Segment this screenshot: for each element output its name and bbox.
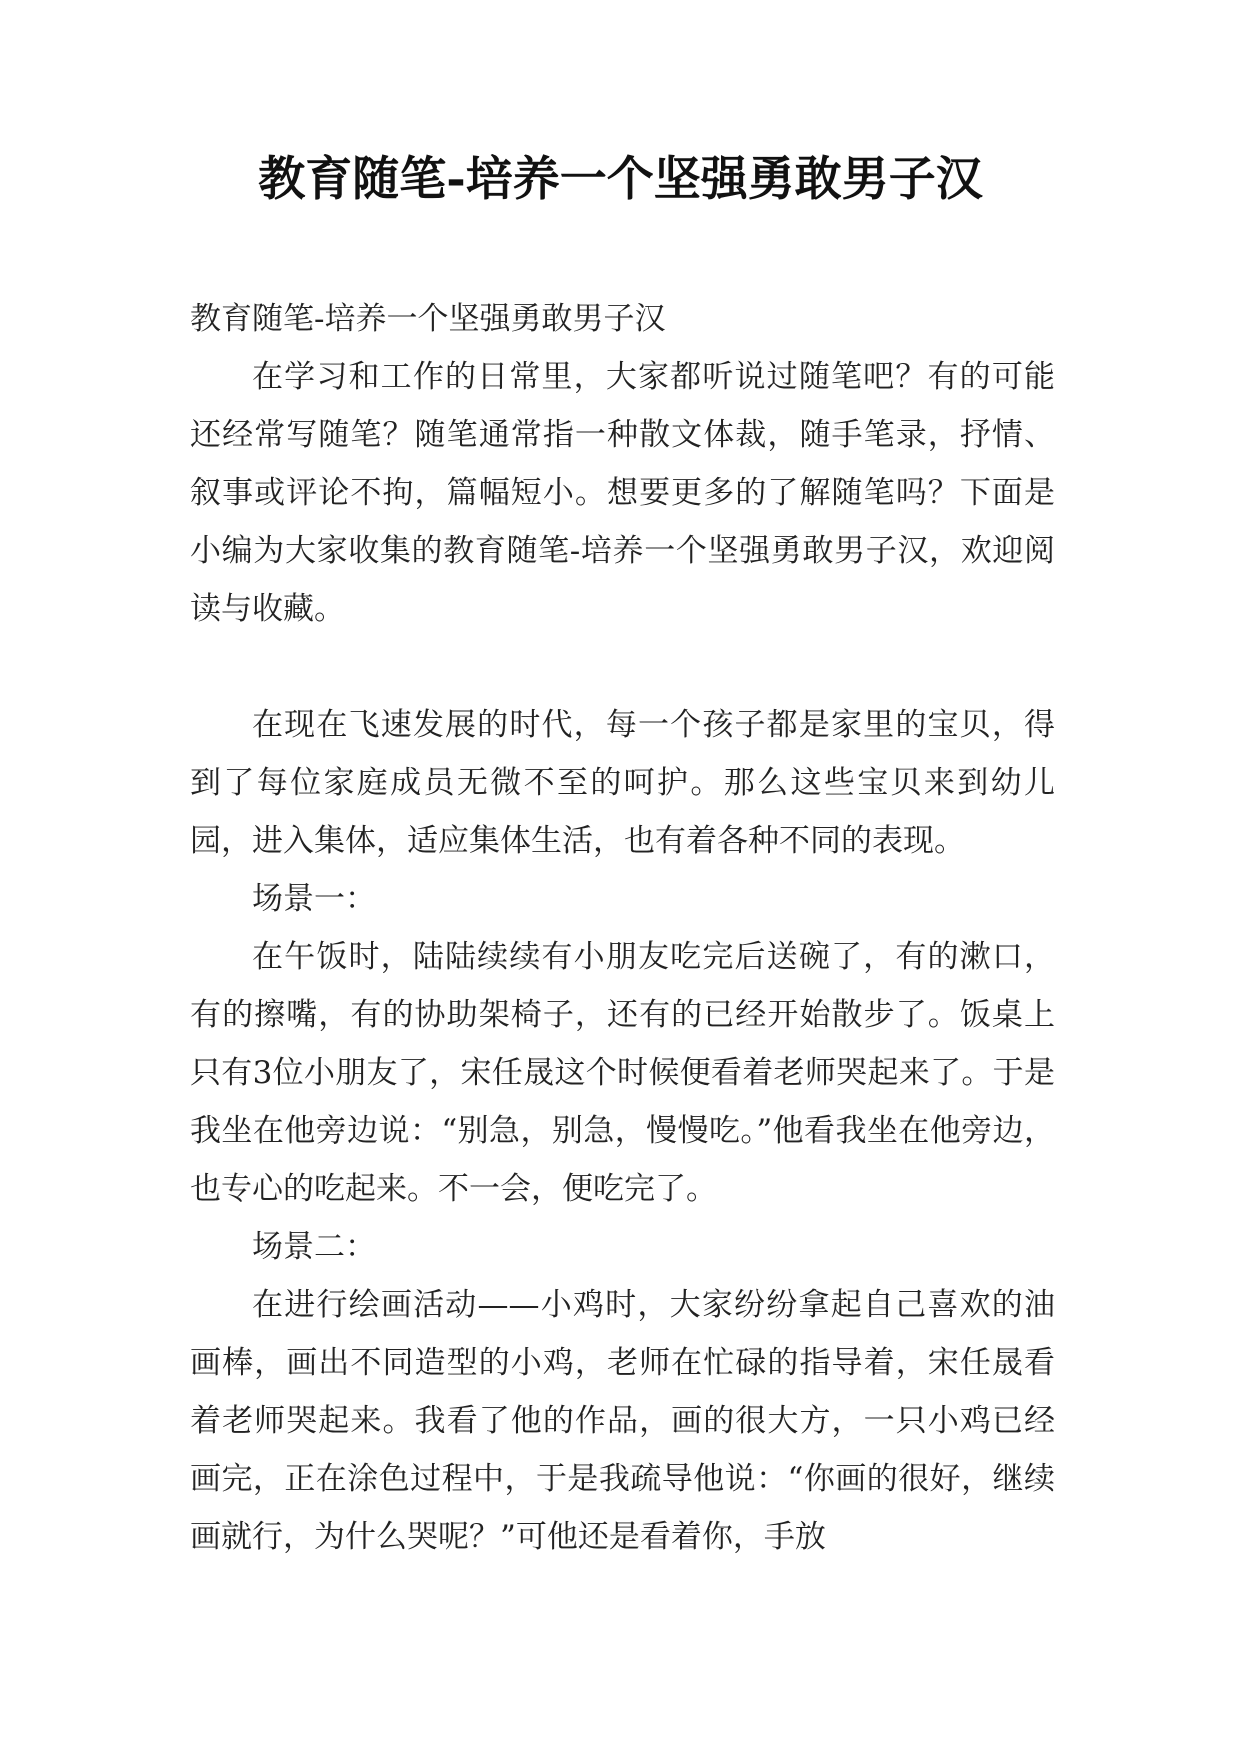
- intro-paragraph: 在学习和工作的日常里，大家都听说过随笔吧？有的可能还经常写随笔？随笔通常指一种散文体裁，随手笔录，抒情、叙事或评论不拘，篇幅短小。想要更多的了解随笔吗？下面是小编为大家收集的教育随笔-培养一个坚强勇敢男子汉，欢迎阅读与收藏。: [190, 359, 1055, 627]
- scene-2-label: 场景二：: [252, 1229, 376, 1265]
- paragraph-1: 在现在飞速发展的时代，每一个孩子都是家里的宝贝，得到了每位家庭成员无微不至的呵护。那么这些宝贝来到幼儿园，进入集体，适应集体生活，也有着各种不同的表现。: [190, 707, 1055, 859]
- document-title: 教育随笔-培养一个坚强勇敢男子汉: [258, 152, 983, 207]
- document-body: [190, 290, 1055, 1566]
- scene-1-label: 场景一：: [252, 881, 376, 917]
- scene-2-paragraph: 在进行绘画活动——小鸡时，大家纷纷拿起自己喜欢的油画棒，画出不同造型的小鸡，老师在忙碌的指导着，宋任晟看着老师哭起来。我看了他的作品，画的很大方，一只小鸡已经画完，正在涂色过程中，于是我疏导他说：“你画的很好，继续画就行，为什么哭呢？”可他还是看着你，手放: [190, 1287, 1055, 1555]
- document-subtitle: 教育随笔-培养一个坚强勇敢男子汉: [190, 301, 666, 337]
- scene-1-paragraph: 在午饭时，陆陆续续有小朋友吃完后送碗了，有的漱口，有的擦嘴，有的协助架椅子，还有的已经开始散步了。饭桌上只有3位小朋友了，宋任晟这个时候便看着老师哭起来了。于是我坐在他旁边说：“别急，别急，慢慢吃。”他看我坐在他旁边，也专心的吃起来。不一会，便吃完了。: [190, 939, 1055, 1207]
